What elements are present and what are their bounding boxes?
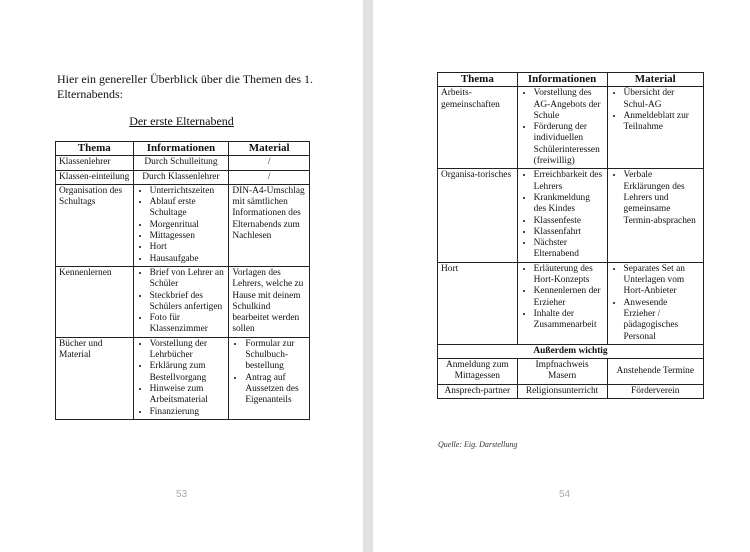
cell-info	[133, 266, 229, 337]
list-item: • Nächster Elternabend	[534, 238, 604, 261]
cell-thema: Organisation des Schultags	[56, 184, 134, 266]
list-item: • Erläuterung des Hort-Konzepts	[534, 264, 604, 287]
cell-extra: Anmeldung zum Mittagessen	[438, 359, 518, 385]
header-thema: Thema	[56, 142, 134, 156]
list-item: • Mittagessen	[150, 231, 226, 242]
page-54	[373, 0, 750, 552]
list-item: • Krankmeldung des Kindes	[534, 193, 604, 216]
cell-thema: Klassenlehrer	[56, 156, 134, 170]
cell-material: Vorlagen des Lehrers, welche zu Hause mit deinem Schulkind bearbeitet werden sollen	[229, 266, 310, 337]
table-row	[438, 169, 704, 262]
list-item: • Hausaufgabe	[150, 254, 226, 265]
page-gap	[363, 0, 373, 552]
cell-material	[607, 87, 703, 169]
header-material: Material	[607, 73, 703, 87]
cell-material	[229, 337, 310, 419]
cell-extra: Religionsunterricht	[517, 384, 607, 398]
cell-thema: Hort	[438, 262, 518, 344]
cell-thema: Arbeits-gemeinschaften	[438, 87, 518, 169]
table-row	[56, 156, 310, 170]
list-item: • Kennenlernen der Erzieher	[534, 286, 604, 309]
list-item: • Unterrichtszeiten	[150, 186, 226, 197]
list-item: • Anwesende Erzieher / pädagogisches Personal	[624, 298, 700, 343]
list-item: • Formular zur Schulbuch-bestellung	[245, 339, 306, 373]
cell-extra: Ansprech-partner	[438, 384, 518, 398]
list-item: • Antrag auf Aussetzen des Eigenanteils	[245, 373, 306, 407]
cell-thema: Organisa-torisches	[438, 169, 518, 262]
list-item: • Förderung der individuellen Schülerinteressen (freiwillig)	[534, 122, 604, 167]
table-heading: Der erste Elternabend	[129, 114, 234, 128]
list-item: • Vorstellung der Lehrbücher	[150, 339, 226, 362]
table-row	[438, 262, 704, 344]
header-informationen: Informationen	[517, 73, 607, 87]
cell-material: /	[229, 170, 310, 184]
cell-thema: Bücher und Material	[56, 337, 134, 419]
cell-info	[517, 262, 607, 344]
cell-info: Durch Klassenlehrer	[133, 170, 229, 184]
ausserdem-row	[438, 344, 704, 358]
table-row	[56, 266, 310, 337]
list-item: • Finanzierung	[150, 407, 226, 418]
cell-info: Durch Schulleitung	[133, 156, 229, 170]
page-number: 54	[559, 489, 571, 500]
header-thema: Thema	[438, 73, 518, 87]
list-item: • Vorstellung des AG-Angebots der Schule	[534, 88, 604, 122]
page-number: 53	[176, 489, 188, 500]
list-item: • Steckbrief des Schülers anfertigen	[150, 291, 226, 314]
list-item: • Erreichbarkeit des Lehrers	[534, 170, 604, 193]
cell-thema: Kennenlernen	[56, 266, 134, 337]
header-informationen: Informationen	[133, 142, 229, 156]
list-item: • Klassenfeste	[534, 216, 604, 227]
cell-info	[133, 337, 229, 419]
header-material: Material	[229, 142, 310, 156]
intro-text: Hier ein genereller Überblick über die Themen des 1. Elternabends:	[57, 72, 314, 101]
list-item: • Inhalte der Zusammenarbeit	[534, 309, 604, 332]
cell-material: DIN-A4-Umschlag mit sämtlichen Informationen des Elternabends zum Nachlesen	[229, 184, 310, 266]
cell-material	[607, 262, 703, 344]
table-header-row	[56, 142, 310, 156]
list-item: • Hort	[150, 242, 226, 253]
cell-extra: Anstehende Termine	[607, 359, 703, 385]
cell-info	[517, 87, 607, 169]
list-item: • Separates Set an Unterlagen vom Hort-Anbieter	[624, 264, 700, 298]
cell-extra: Förderverein	[607, 384, 703, 398]
table-row	[56, 184, 310, 266]
table-row	[56, 337, 310, 419]
list-item: • Verbale Erklärungen des Lehrers und gemeinsame Termin-absprachen	[624, 170, 700, 226]
cell-info	[133, 184, 229, 266]
list-item: • Morgenritual	[150, 220, 226, 231]
list-item: • Ablauf erste Schultage	[150, 197, 226, 220]
table-row	[438, 87, 704, 169]
list-item: • Hinweise zum Arbeitsmaterial	[150, 384, 226, 407]
cell-thema: Klassen-einteilung	[56, 170, 134, 184]
cell-extra: Impfnachweis Masern	[517, 359, 607, 385]
list-item: • Anmeldeblatt zur Teilnahme	[624, 111, 700, 134]
table-header-row	[438, 73, 704, 87]
cell-material: /	[229, 156, 310, 170]
list-item: • Foto für Klassenzimmer	[150, 313, 226, 336]
cell-info	[517, 169, 607, 262]
table-row	[56, 170, 310, 184]
table-row	[438, 359, 704, 385]
page-53	[0, 0, 363, 552]
ausserdem-wichtig-heading: Außerdem wichtig	[438, 344, 704, 358]
table-row	[438, 384, 704, 398]
list-item: • Klassenfahrt	[534, 227, 604, 238]
elternabend-table-continued	[437, 72, 704, 399]
list-item: • Brief von Lehrer an Schüler	[150, 268, 226, 291]
list-item: • Erklärung zum Bestellvorgang	[150, 361, 226, 384]
elternabend-table	[55, 141, 310, 420]
cell-material	[607, 169, 703, 262]
list-item: • Übersicht der Schul-AG	[624, 88, 700, 111]
source-note: Quelle: Eig. Darstellung	[438, 440, 518, 449]
